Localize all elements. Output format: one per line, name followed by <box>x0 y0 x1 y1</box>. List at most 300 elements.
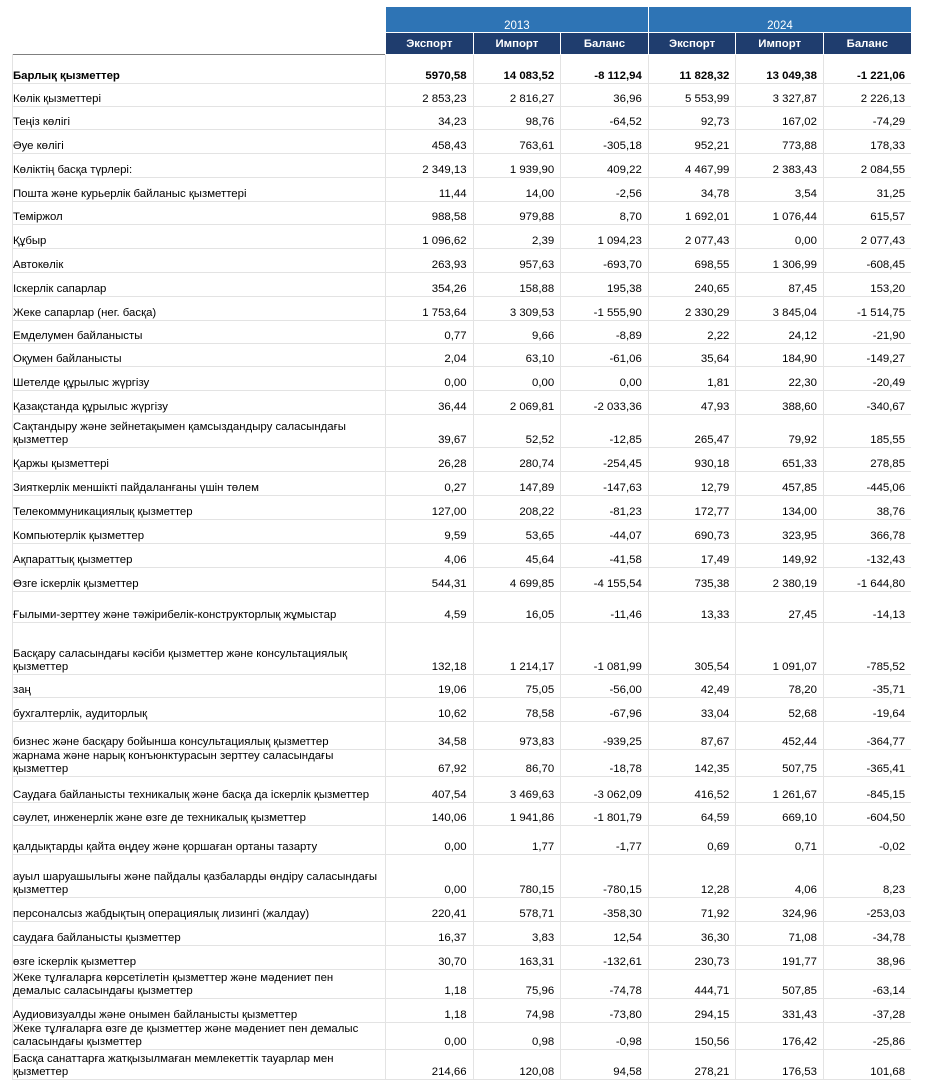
table-row <box>13 84 912 107</box>
cell-export-2024: 150,56 <box>648 1023 736 1050</box>
cell-balance-2024: 38,76 <box>823 496 911 520</box>
cell-import-2024: 331,43 <box>736 999 824 1023</box>
cell-import-2013: 74,98 <box>473 999 561 1023</box>
cell-export-2024: 230,73 <box>648 946 736 970</box>
cell-export-2013: 30,70 <box>386 946 474 970</box>
cell-export-2013: 4,59 <box>386 592 474 623</box>
cell-balance-2013: 0,00 <box>561 367 649 391</box>
cell-export-2013: 140,06 <box>386 803 474 826</box>
cell-export-2024: 47,93 <box>648 391 736 415</box>
cell-import-2013: 9,66 <box>473 321 561 344</box>
row-label: бизнес және басқару бойынша консультациялық қызметтер <box>13 722 386 750</box>
row-label: Аудиовизуалды және онымен байланысты қызметтер <box>13 999 386 1023</box>
cell-import-2013: 2,39 <box>473 225 561 249</box>
cell-balance-2024: -63,14 <box>823 970 911 999</box>
cell-balance-2024: -34,78 <box>823 922 911 946</box>
table-row <box>13 415 912 448</box>
cell-balance-2024: 31,25 <box>823 178 911 202</box>
cell-balance-2024: 153,20 <box>823 273 911 297</box>
row-label: Қаржы қызметтері <box>13 448 386 472</box>
column-header-export-2013: Экспорт <box>386 33 474 55</box>
cell-balance-2013: -1 555,90 <box>561 297 649 321</box>
cell-balance-2013: -56,00 <box>561 675 649 698</box>
cell-export-2013: 407,54 <box>386 777 474 803</box>
cell-balance-2013: -254,45 <box>561 448 649 472</box>
cell-balance-2024: -21,90 <box>823 321 911 344</box>
cell-balance-2024: -785,52 <box>823 623 911 675</box>
table-row <box>13 544 912 568</box>
table-row <box>13 750 912 777</box>
cell-export-2013: 16,37 <box>386 922 474 946</box>
column-header-row <box>13 33 912 55</box>
row-label: Көліктің басқа түрлері: <box>13 154 386 178</box>
cell-import-2013: 4 699,85 <box>473 568 561 592</box>
cell-balance-2013: 195,38 <box>561 273 649 297</box>
table-row <box>13 107 912 130</box>
cell-import-2013: 45,64 <box>473 544 561 568</box>
cell-import-2013: 1 941,86 <box>473 803 561 826</box>
cell-export-2013: 354,26 <box>386 273 474 297</box>
cell-balance-2024: -35,71 <box>823 675 911 698</box>
cell-export-2024: 17,49 <box>648 544 736 568</box>
cell-export-2013: 0,00 <box>386 826 474 855</box>
cell-import-2013: 16,05 <box>473 592 561 623</box>
cell-import-2013: 163,31 <box>473 946 561 970</box>
table-row <box>13 472 912 496</box>
row-label: сәулет, инженерлік және өзге де техникалық қызметтер <box>13 803 386 826</box>
cell-balance-2013: 409,22 <box>561 154 649 178</box>
column-header-import-2024: Импорт <box>736 33 824 55</box>
cell-import-2013: 208,22 <box>473 496 561 520</box>
table-row <box>13 496 912 520</box>
cell-balance-2013: -4 155,54 <box>561 568 649 592</box>
row-label: Телекоммуникациялық қызметтер <box>13 496 386 520</box>
cell-export-2024: 265,47 <box>648 415 736 448</box>
cell-import-2013: 0,98 <box>473 1023 561 1050</box>
cell-balance-2013: -64,52 <box>561 107 649 130</box>
cell-import-2024: 71,08 <box>736 922 824 946</box>
cell-export-2013: 5970,58 <box>386 55 474 84</box>
row-label: Теміржол <box>13 202 386 225</box>
cell-balance-2024: -25,86 <box>823 1023 911 1050</box>
cell-balance-2024: -608,45 <box>823 249 911 273</box>
cell-export-2013: 988,58 <box>386 202 474 225</box>
row-label: Ғылыми-зерттеу және тәжірибелік-конструкторлық жұмыстар <box>13 592 386 623</box>
table-row <box>13 826 912 855</box>
cell-import-2013: 957,63 <box>473 249 561 273</box>
table-row <box>13 225 912 249</box>
cell-balance-2013: -41,58 <box>561 544 649 568</box>
cell-import-2013: 780,15 <box>473 855 561 898</box>
cell-balance-2013: 8,70 <box>561 202 649 225</box>
cell-import-2024: 4,06 <box>736 855 824 898</box>
row-label: Барлық қызметтер <box>13 55 386 84</box>
cell-export-2024: 240,65 <box>648 273 736 297</box>
cell-export-2013: 34,23 <box>386 107 474 130</box>
cell-import-2013: 120,08 <box>473 1050 561 1080</box>
row-label: саудаға байланысты қызметтер <box>13 922 386 946</box>
cell-import-2024: 27,45 <box>736 592 824 623</box>
cell-balance-2024: -0,02 <box>823 826 911 855</box>
cell-import-2013: 2 069,81 <box>473 391 561 415</box>
cell-import-2013: 3 469,63 <box>473 777 561 803</box>
cell-balance-2024: 2 084,55 <box>823 154 911 178</box>
cell-balance-2013: -132,61 <box>561 946 649 970</box>
cell-import-2024: 1 261,67 <box>736 777 824 803</box>
cell-export-2013: 19,06 <box>386 675 474 698</box>
row-label: бухгалтерлік, аудиторлық <box>13 698 386 722</box>
column-header-import-2013: Импорт <box>473 33 561 55</box>
column-header-export-2024: Экспорт <box>648 33 736 55</box>
cell-import-2024: 507,85 <box>736 970 824 999</box>
cell-export-2013: 11,44 <box>386 178 474 202</box>
cell-balance-2024: -14,13 <box>823 592 911 623</box>
cell-import-2024: 134,00 <box>736 496 824 520</box>
cell-import-2013: 3 309,53 <box>473 297 561 321</box>
cell-import-2013: 98,76 <box>473 107 561 130</box>
cell-balance-2024: -132,43 <box>823 544 911 568</box>
cell-import-2024: 1 091,07 <box>736 623 824 675</box>
cell-import-2024: 388,60 <box>736 391 824 415</box>
cell-export-2013: 2,04 <box>386 344 474 367</box>
cell-balance-2024: 615,57 <box>823 202 911 225</box>
year-header-2024: 2024 <box>648 7 911 33</box>
table-row <box>13 999 912 1023</box>
cell-export-2024: 278,21 <box>648 1050 736 1080</box>
cell-export-2013: 263,93 <box>386 249 474 273</box>
cell-export-2013: 0,00 <box>386 367 474 391</box>
row-label: Басқару саласындағы кәсіби қызметтер және консультациялық қызметтер <box>13 623 386 675</box>
table-row <box>13 1023 912 1050</box>
row-label: Оқумен байланысты <box>13 344 386 367</box>
cell-balance-2013: -939,25 <box>561 722 649 750</box>
cell-import-2024: 2 383,43 <box>736 154 824 178</box>
row-label: Пошта және курьерлік байланыс қызметтері <box>13 178 386 202</box>
cell-import-2024: 773,88 <box>736 130 824 154</box>
cell-export-2013: 220,41 <box>386 898 474 922</box>
cell-import-2013: 53,65 <box>473 520 561 544</box>
cell-export-2013: 214,66 <box>386 1050 474 1080</box>
cell-balance-2024: 2 077,43 <box>823 225 911 249</box>
table-row <box>13 448 912 472</box>
cell-import-2024: 79,92 <box>736 415 824 448</box>
table-row <box>13 520 912 544</box>
cell-balance-2024: -845,15 <box>823 777 911 803</box>
cell-export-2013: 10,62 <box>386 698 474 722</box>
row-label: жарнама және нарық конъюнктурасын зерттеу саласындағы қызметтер <box>13 750 386 777</box>
row-label: қалдықтарды қайта өңдеу және қоршаған ортаны тазарту <box>13 826 386 855</box>
cell-export-2013: 0,00 <box>386 855 474 898</box>
cell-import-2013: 3,83 <box>473 922 561 946</box>
cell-import-2024: 24,12 <box>736 321 824 344</box>
table-row <box>13 55 912 84</box>
cell-balance-2013: 36,96 <box>561 84 649 107</box>
table-row <box>13 568 912 592</box>
header-corner-sub <box>13 33 386 55</box>
cell-export-2024: 36,30 <box>648 922 736 946</box>
table-header <box>13 7 912 55</box>
row-label: Компьютерлік қызметтер <box>13 520 386 544</box>
cell-export-2024: 2 077,43 <box>648 225 736 249</box>
cell-export-2024: 87,67 <box>648 722 736 750</box>
cell-import-2013: 1 214,17 <box>473 623 561 675</box>
cell-export-2024: 33,04 <box>648 698 736 722</box>
cell-import-2013: 14,00 <box>473 178 561 202</box>
row-label: заң <box>13 675 386 698</box>
cell-balance-2013: -1 081,99 <box>561 623 649 675</box>
cell-import-2013: 763,61 <box>473 130 561 154</box>
cell-export-2013: 36,44 <box>386 391 474 415</box>
table-row <box>13 855 912 898</box>
cell-balance-2013: -2,56 <box>561 178 649 202</box>
table-row <box>13 178 912 202</box>
cell-export-2024: 42,49 <box>648 675 736 698</box>
cell-import-2024: 457,85 <box>736 472 824 496</box>
cell-import-2013: 1,77 <box>473 826 561 855</box>
cell-export-2024: 11 828,32 <box>648 55 736 84</box>
row-label: Сақтандыру және зейнетақымен қамсыздандыру саласындағы қызметтер <box>13 415 386 448</box>
cell-export-2013: 1,18 <box>386 970 474 999</box>
cell-import-2024: 1 306,99 <box>736 249 824 273</box>
table-row <box>13 321 912 344</box>
cell-import-2024: 1 076,44 <box>736 202 824 225</box>
cell-export-2013: 67,92 <box>386 750 474 777</box>
cell-export-2024: 2,22 <box>648 321 736 344</box>
row-label: Шетелде құрылыс жүргізу <box>13 367 386 391</box>
cell-export-2024: 416,52 <box>648 777 736 803</box>
row-label: Қазақстанда құрылыс жүргізу <box>13 391 386 415</box>
cell-balance-2024: -604,50 <box>823 803 911 826</box>
cell-balance-2024: 366,78 <box>823 520 911 544</box>
cell-balance-2013: -74,78 <box>561 970 649 999</box>
row-label: Автокөлік <box>13 249 386 273</box>
row-label: Өзге іскерлік қызметтер <box>13 568 386 592</box>
cell-balance-2013: -73,80 <box>561 999 649 1023</box>
cell-balance-2024: -1 644,80 <box>823 568 911 592</box>
table-row <box>13 898 912 922</box>
table-row <box>13 946 912 970</box>
row-label: Саудаға байланысты техникалық және басқа да іскерлік қызметтер <box>13 777 386 803</box>
cell-import-2013: 1 939,90 <box>473 154 561 178</box>
cell-export-2013: 0,77 <box>386 321 474 344</box>
table-row <box>13 367 912 391</box>
cell-import-2013: 147,89 <box>473 472 561 496</box>
cell-export-2013: 1 753,64 <box>386 297 474 321</box>
row-label: Іскерлік сапарлар <box>13 273 386 297</box>
table-row <box>13 297 912 321</box>
cell-export-2024: 930,18 <box>648 448 736 472</box>
cell-export-2024: 698,55 <box>648 249 736 273</box>
cell-balance-2013: -61,06 <box>561 344 649 367</box>
cell-export-2024: 35,64 <box>648 344 736 367</box>
row-label: Басқа санаттарға жатқызылмаған мемлекеттік тауарлар мен қызметтер <box>13 1050 386 1080</box>
cell-export-2013: 1,18 <box>386 999 474 1023</box>
cell-balance-2013: -8 112,94 <box>561 55 649 84</box>
cell-balance-2024: -74,29 <box>823 107 911 130</box>
cell-import-2013: 63,10 <box>473 344 561 367</box>
cell-import-2013: 14 083,52 <box>473 55 561 84</box>
cell-balance-2013: -780,15 <box>561 855 649 898</box>
cell-import-2013: 75,96 <box>473 970 561 999</box>
cell-balance-2024: -37,28 <box>823 999 911 1023</box>
cell-export-2013: 458,43 <box>386 130 474 154</box>
cell-export-2024: 952,21 <box>648 130 736 154</box>
table-row <box>13 777 912 803</box>
cell-balance-2024: -445,06 <box>823 472 911 496</box>
cell-import-2013: 0,00 <box>473 367 561 391</box>
row-label: Емделумен байланысты <box>13 321 386 344</box>
cell-import-2024: 452,44 <box>736 722 824 750</box>
table-row <box>13 970 912 999</box>
cell-balance-2024: -364,77 <box>823 722 911 750</box>
cell-import-2024: 324,96 <box>736 898 824 922</box>
row-label: ауыл шаруашылығы және пайдалы қазбаларды өндіру саласындағы қызметтер <box>13 855 386 898</box>
cell-export-2013: 9,59 <box>386 520 474 544</box>
row-label: Жеке тұлғаларға көрсетілетін қызметтер және мәдениет пен демалыс саласындағы қызметтер <box>13 970 386 999</box>
row-label: Құбыр <box>13 225 386 249</box>
cell-export-2013: 132,18 <box>386 623 474 675</box>
cell-export-2024: 13,33 <box>648 592 736 623</box>
cell-export-2024: 2 330,29 <box>648 297 736 321</box>
cell-export-2013: 2 349,13 <box>386 154 474 178</box>
cell-balance-2013: -44,07 <box>561 520 649 544</box>
table-row <box>13 698 912 722</box>
cell-balance-2024: 38,96 <box>823 946 911 970</box>
table-row <box>13 202 912 225</box>
cell-import-2024: 3,54 <box>736 178 824 202</box>
cell-export-2024: 92,73 <box>648 107 736 130</box>
cell-export-2024: 690,73 <box>648 520 736 544</box>
cell-import-2024: 167,02 <box>736 107 824 130</box>
cell-balance-2013: 12,54 <box>561 922 649 946</box>
cell-import-2024: 184,90 <box>736 344 824 367</box>
cell-export-2024: 1 692,01 <box>648 202 736 225</box>
cell-import-2024: 13 049,38 <box>736 55 824 84</box>
cell-export-2024: 142,35 <box>648 750 736 777</box>
table-row <box>13 803 912 826</box>
cell-import-2024: 0,00 <box>736 225 824 249</box>
cell-export-2013: 0,00 <box>386 1023 474 1050</box>
cell-balance-2013: -358,30 <box>561 898 649 922</box>
cell-export-2013: 544,31 <box>386 568 474 592</box>
cell-import-2013: 2 816,27 <box>473 84 561 107</box>
row-label: Жеке сапарлар (нег. басқа) <box>13 297 386 321</box>
cell-import-2024: 22,30 <box>736 367 824 391</box>
cell-export-2024: 12,79 <box>648 472 736 496</box>
cell-balance-2013: -81,23 <box>561 496 649 520</box>
cell-export-2024: 1,81 <box>648 367 736 391</box>
cell-export-2024: 305,54 <box>648 623 736 675</box>
cell-export-2013: 127,00 <box>386 496 474 520</box>
table-row <box>13 592 912 623</box>
table-row <box>13 130 912 154</box>
cell-export-2024: 71,92 <box>648 898 736 922</box>
cell-balance-2024: 185,55 <box>823 415 911 448</box>
cell-balance-2024: 101,68 <box>823 1050 911 1080</box>
table-row <box>13 1050 912 1080</box>
table-row <box>13 922 912 946</box>
cell-balance-2013: -12,85 <box>561 415 649 448</box>
cell-import-2013: 86,70 <box>473 750 561 777</box>
services-trade-table <box>12 7 912 1080</box>
cell-balance-2024: -19,64 <box>823 698 911 722</box>
cell-import-2024: 669,10 <box>736 803 824 826</box>
cell-import-2024: 52,68 <box>736 698 824 722</box>
cell-export-2013: 34,58 <box>386 722 474 750</box>
cell-export-2024: 172,77 <box>648 496 736 520</box>
cell-import-2013: 979,88 <box>473 202 561 225</box>
cell-import-2013: 52,52 <box>473 415 561 448</box>
table-row <box>13 623 912 675</box>
row-label: Жеке тұлғаларға өзге де қызметтер және мәдениет пен демалыс саласындағы қызметтер <box>13 1023 386 1050</box>
cell-balance-2024: -20,49 <box>823 367 911 391</box>
cell-import-2024: 323,95 <box>736 520 824 544</box>
column-header-balance-2013: Баланс <box>561 33 649 55</box>
cell-import-2024: 507,75 <box>736 750 824 777</box>
table-row <box>13 391 912 415</box>
cell-export-2013: 0,27 <box>386 472 474 496</box>
cell-export-2013: 1 096,62 <box>386 225 474 249</box>
cell-balance-2013: 94,58 <box>561 1050 649 1080</box>
cell-import-2024: 3 327,87 <box>736 84 824 107</box>
cell-balance-2024: 8,23 <box>823 855 911 898</box>
cell-balance-2024: -1 221,06 <box>823 55 911 84</box>
cell-import-2024: 149,92 <box>736 544 824 568</box>
cell-export-2013: 26,28 <box>386 448 474 472</box>
cell-export-2024: 64,59 <box>648 803 736 826</box>
cell-balance-2024: -253,03 <box>823 898 911 922</box>
row-label: Әуе көлігі <box>13 130 386 154</box>
cell-import-2024: 3 845,04 <box>736 297 824 321</box>
table-row <box>13 154 912 178</box>
year-header-row <box>13 7 912 33</box>
cell-import-2013: 158,88 <box>473 273 561 297</box>
cell-import-2024: 0,71 <box>736 826 824 855</box>
cell-balance-2013: -0,98 <box>561 1023 649 1050</box>
cell-balance-2013: -1 801,79 <box>561 803 649 826</box>
cell-import-2013: 78,58 <box>473 698 561 722</box>
row-label: Зияткерлік меншікті пайдаланғаны үшін төлем <box>13 472 386 496</box>
column-header-balance-2024: Баланс <box>823 33 911 55</box>
table-row <box>13 722 912 750</box>
table-row <box>13 344 912 367</box>
cell-balance-2024: -340,67 <box>823 391 911 415</box>
cell-export-2013: 39,67 <box>386 415 474 448</box>
cell-import-2024: 2 380,19 <box>736 568 824 592</box>
row-label: персоналсыз жабдықтың операциялық лизингі (жалдау) <box>13 898 386 922</box>
cell-balance-2024: 178,33 <box>823 130 911 154</box>
cell-export-2013: 4,06 <box>386 544 474 568</box>
cell-import-2013: 75,05 <box>473 675 561 698</box>
cell-export-2024: 4 467,99 <box>648 154 736 178</box>
cell-balance-2024: 2 226,13 <box>823 84 911 107</box>
row-label: өзге іскерлік қызметтер <box>13 946 386 970</box>
cell-balance-2013: -1,77 <box>561 826 649 855</box>
table-row <box>13 675 912 698</box>
table-body <box>13 55 912 1080</box>
cell-export-2024: 735,38 <box>648 568 736 592</box>
row-label: Теңіз көлігі <box>13 107 386 130</box>
cell-balance-2024: -149,27 <box>823 344 911 367</box>
cell-import-2013: 578,71 <box>473 898 561 922</box>
cell-balance-2013: -8,89 <box>561 321 649 344</box>
cell-balance-2013: -305,18 <box>561 130 649 154</box>
cell-import-2024: 651,33 <box>736 448 824 472</box>
cell-export-2024: 12,28 <box>648 855 736 898</box>
cell-balance-2013: -693,70 <box>561 249 649 273</box>
table-row <box>13 249 912 273</box>
cell-balance-2024: -1 514,75 <box>823 297 911 321</box>
